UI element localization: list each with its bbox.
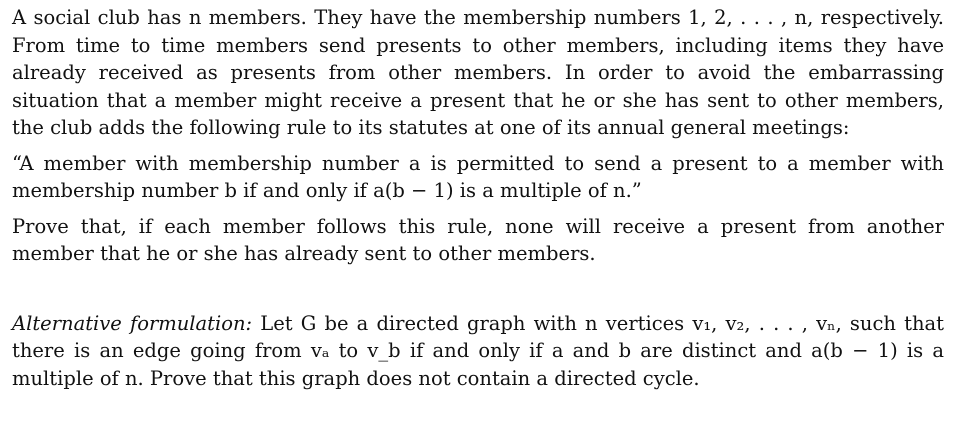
alternative-text: Let G be a directed graph with n vertices v₁, v₂, . . . , vₙ, such that there is an edge going from vₐ to v_b if and only if a and b are distinct and a(b − 1) is a multiple of n. Prove that this graph does not contain a directed cycle. xyxy=(12,311,944,390)
alternative-label: Alternative formulation: xyxy=(12,311,253,335)
problem-prove-statement: Prove that, if each member follows this rule, none will receive a present from another member that he or she has already sent to other members. xyxy=(12,214,944,265)
problem-paragraph-intro: A social club has n members. They have the membership numbers 1, 2, . . . , n, respectively. From time to time members send presents to other members, including items they have already received as presents from other members. In order to avoid the embarrassing situation that a member might receive a present that he or she has sent to other members, the club adds the following rule to its statutes at one of its annual general meetings: xyxy=(12,6,944,139)
alternative-formulation xyxy=(12,310,944,393)
problem-rule-quote: “A member with membership number a is permitted to send a present to a member with membership number b if and only if a(b − 1) is a multiple of n.” xyxy=(12,151,944,202)
